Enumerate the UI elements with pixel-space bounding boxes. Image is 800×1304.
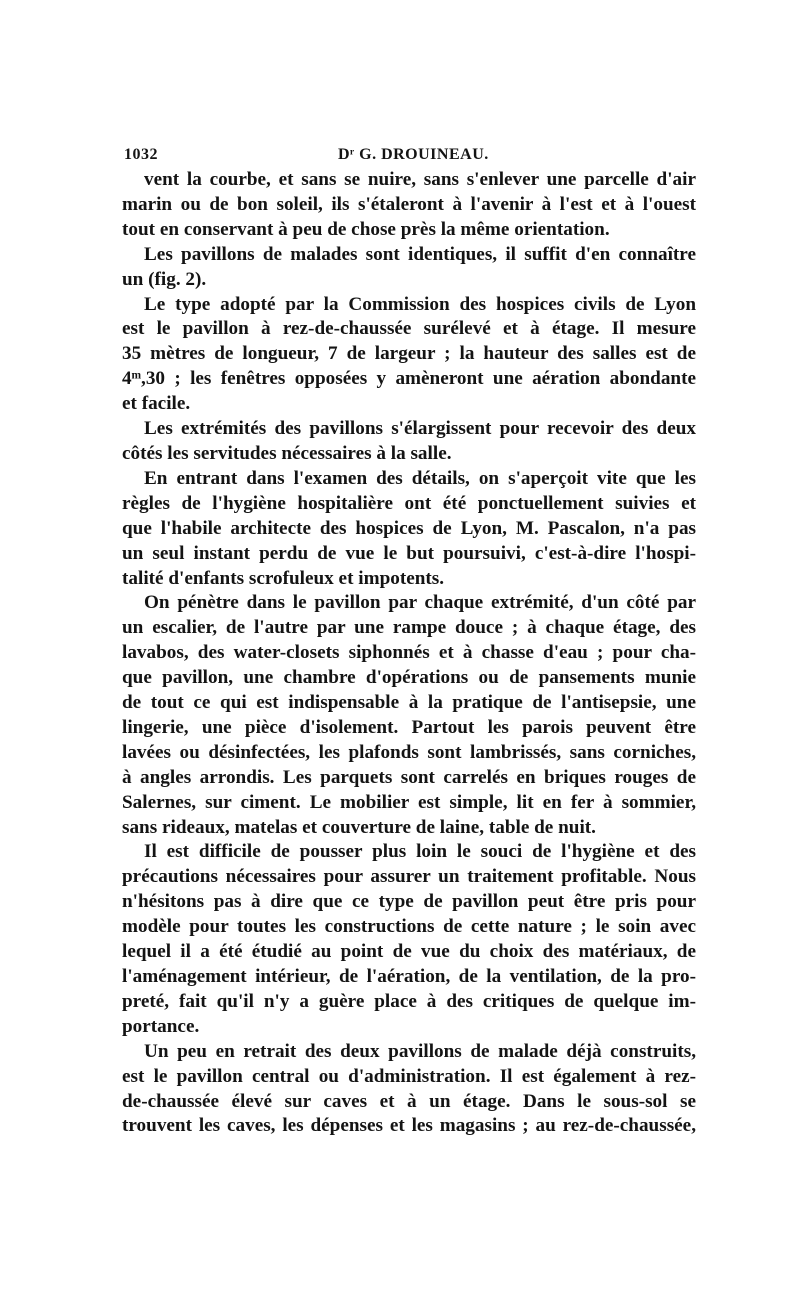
text-line: l'aménagement intérieur, de l'aération, de la ventilation, de la pro- bbox=[122, 966, 696, 987]
text-line: talité d'enfants scrofuleux et impotents. bbox=[122, 567, 445, 589]
text-line: à angles arrondis. Les parquets sont carrelés en briques rouges de bbox=[122, 766, 696, 788]
text-line: côtés les servitudes nécessaires à la salle. bbox=[122, 442, 452, 464]
text-line: Les extrémités des pavillons s'élargissent pour recevoir des deux bbox=[144, 418, 696, 440]
paragraph bbox=[122, 467, 696, 592]
paragraph bbox=[122, 840, 696, 1039]
paragraph bbox=[122, 1040, 696, 1140]
text-line: un (fig. 2). bbox=[122, 268, 207, 290]
text-line: portance. bbox=[122, 1015, 200, 1037]
text-line: Les pavillons de malades sont identiques, il suffit d'en connaître bbox=[144, 243, 696, 265]
paragraph bbox=[122, 591, 696, 840]
page-header bbox=[122, 142, 696, 168]
text-line: trouvent les caves, les dépenses et les magasins ; au rez-de-chaussée, bbox=[122, 1115, 696, 1137]
text-line: 4ᵐ,30 ; les fenêtres opposées y amèneront une aération abondante bbox=[122, 368, 696, 390]
text-line: lavées ou désinfectées, les plafonds sont lambrissés, sans corniches, bbox=[122, 741, 696, 763]
paragraph bbox=[122, 417, 696, 467]
body-text bbox=[122, 168, 696, 1139]
text-line: précautions nécessaires pour assurer un traitement profitable. Nous bbox=[122, 866, 696, 888]
text-line: lequel il a été étudié au point de vue du choix des matériaux, de bbox=[122, 941, 696, 963]
text-line: lavabos, des water-closets siphonnés et à chasse d'eau ; pour cha- bbox=[122, 642, 696, 664]
text-line: Il est difficile de pousser plus loin le souci de l'hygiène et des bbox=[144, 841, 696, 863]
text-line: est le pavillon central ou d'administration. Il est également à rez- bbox=[122, 1065, 696, 1087]
text-line: règles de l'hygiène hospitalière ont été ponctuellement suivies et bbox=[122, 492, 696, 514]
text-line: Salernes, sur ciment. Le mobilier est simple, lit en fer à sommier, bbox=[122, 791, 696, 813]
paragraph bbox=[122, 293, 696, 418]
text-line: marin ou de bon soleil, ils s'étaleront à l'avenir à l'est et à l'ouest bbox=[122, 193, 696, 215]
text-line: et facile. bbox=[122, 393, 191, 415]
text-line: vent la courbe, et sans se nuire, sans s'enlever une parcelle d'air bbox=[144, 169, 696, 190]
text-line: 35 mètres de longueur, 7 de largeur ; la hauteur des salles est de bbox=[122, 343, 696, 365]
text-line: On pénètre dans le pavillon par chaque extrémité, d'un côté par bbox=[144, 592, 696, 614]
text-line: Un peu en retrait des deux pavillons de malade déjà construits, bbox=[144, 1040, 696, 1062]
text-line: que pavillon, une chambre d'opérations ou de pansements munie bbox=[122, 667, 696, 689]
text-line: En entrant dans l'examen des détails, on s'aperçoit vite que les bbox=[144, 467, 696, 489]
text-line: que l'habile architecte des hospices de Lyon, M. Pascalon, n'a pas bbox=[122, 517, 696, 539]
text-line: lingerie, une pièce d'isolement. Partout les parois peuvent être bbox=[122, 716, 696, 738]
text-line: modèle pour toutes les constructions de cette nature ; le soin avec bbox=[122, 916, 696, 938]
page-number: 1032 bbox=[124, 146, 158, 163]
text-line: un escalier, de l'autre par une rampe douce ; à chaque étage, des bbox=[122, 617, 696, 639]
paragraph bbox=[122, 243, 696, 293]
text-line: tout en conservant à peu de chose près la même orientation. bbox=[122, 218, 610, 240]
text-line: n'hésitons pas à dire que ce type de pavillon peut être pris pour bbox=[122, 891, 696, 913]
text-line: de-chaussée élevé sur caves et à un étage. Dans le sous-sol se bbox=[122, 1090, 696, 1112]
text-line: Le type adopté par la Commission des hospices civils de Lyon bbox=[144, 293, 696, 315]
text-line: preté, fait qu'il n'y a guère place à des critiques de quelque im- bbox=[122, 990, 696, 1012]
text-line: de tout ce qui est indispensable à la pratique de l'antisepsie, une bbox=[122, 692, 696, 714]
paragraph bbox=[122, 168, 696, 243]
text-line: est le pavillon à rez-de-chaussée surélevé et à étage. Il mesure bbox=[122, 318, 696, 340]
running-head: Dʳ G. DROUINEAU. bbox=[338, 146, 489, 163]
book-page bbox=[122, 142, 696, 1139]
text-line: un seul instant perdu de vue le but poursuivi, c'est-à-dire l'hospi- bbox=[122, 542, 696, 564]
text-line: sans rideaux, matelas et couverture de laine, table de nuit. bbox=[122, 816, 596, 838]
